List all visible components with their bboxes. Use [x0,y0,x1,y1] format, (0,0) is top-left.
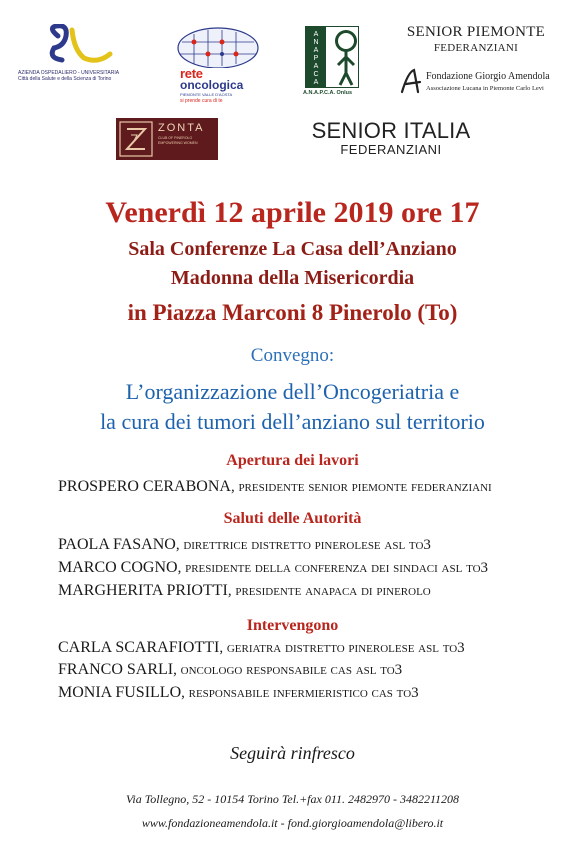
speaker-line [58,478,492,496]
convegno-title-line1: L’organizzazione dell’Oncogeriatria e [125,379,460,404]
amendola-monogram-icon [398,68,424,94]
fondazione-association: Associazione Lucana in Piemonte Carlo Levi [426,85,544,92]
speaker-line [58,639,465,657]
speaker-name: CARLA SCARAFIOTTI [58,639,220,656]
speaker-line [58,582,431,600]
event-date: Venerdì 12 aprile 2019 ore 17 [105,196,480,229]
rete-slogan: si prende cura di te [180,98,223,104]
anapaca-caption: A.N.A.P.C.A. Onlus [303,90,353,96]
speaker-name: PROSPERO CERABONA [58,478,231,495]
section-heading-saluti: Saluti delle Autorità [223,510,362,527]
speaker-name: MONIA FUSILLO [58,684,182,701]
rete-network-icon [174,26,262,68]
azienda-text: AZIENDA OSPEDALIERO - UNIVERSITARIA Città della Salute e della Scienza di Torino [18,70,119,82]
senior-italia-subtitle: FEDERANZIANI [340,142,442,157]
fondazione-name: Fondazione Giorgio Amendola [426,71,550,82]
fondazione-amendola-logo [398,66,568,96]
rete-oncologica-logo [174,26,262,106]
anapaca-letter: C [313,71,319,78]
event-venue-line1: Sala Conferenze La Casa dell’Anziano [128,238,457,260]
event-address: in Piazza Marconi 8 Pinerolo (To) [127,300,458,325]
footer-web: www.fondazioneamendola.it - fond.giorgioamendola@libero.it [141,816,444,830]
speaker-name: PAOLA FASANO [58,536,176,553]
zonta-logo [116,118,218,160]
section-heading-apertura: Apertura dei lavori [226,452,359,469]
speaker-line [58,684,419,702]
anapaca-letter: A [313,31,319,38]
senior-piemonte-subtitle: FEDERANZIANI [433,42,519,54]
speaker-line [58,559,488,577]
oncologica-word: oncologica [180,78,244,92]
anapaca-letter: N [313,39,319,46]
zonta-name: ZONTA [158,122,205,134]
senior-italia-logo [306,118,476,157]
zonta-emblem-icon [119,121,153,157]
speaker-role: , presidente senior piemonte federanziani [230,479,492,495]
anapaca-figure-icon [306,27,358,87]
azienda-ospedaliera-logo [18,24,128,84]
zonta-subtitle: CLUB OF PINEROLO EMPOWERING WOMEN [158,136,198,145]
event-venue-line2: Madonna della Misericordia [170,267,415,289]
convegno-label: Convegno: [250,345,335,366]
anapaca-letter: A [313,63,319,70]
speaker-role: , presidente anapaca di pinerolo [227,583,431,599]
senior-piemonte-logo [396,24,556,54]
speaker-line [58,661,402,679]
footer-address: Via Tollegno, 52 - 10154 Torino Tel.+fax 011. 2482970 - 3482211208 [125,792,460,806]
speaker-role: , presidente della conferenza dei sindaci asl to3 [177,560,489,576]
speaker-name: MARGHERITA PRIOTTI [58,582,228,599]
rete-word: rete [180,66,203,81]
senior-piemonte-title: SENIOR PIEMONTE [406,24,546,40]
anapaca-letter: P [313,55,319,62]
anapaca-logo [303,26,359,100]
rete-region: PIEMONTE VALLE D'AOSTA [180,92,233,97]
speaker-name: MARCO COGNO [58,559,178,576]
anapaca-letter: A [313,79,319,86]
speaker-role: , geriatra distretto pinerolese asl to3 [219,640,465,656]
closing-note: Seguirà rinfresco [230,743,355,763]
speaker-role: , oncologo responsabile cas asl to3 [173,662,403,678]
azienda-emblem-icon [18,24,128,70]
anapaca-emblem [305,26,359,88]
senior-italia-title: SENIOR ITALIA [311,118,471,143]
speaker-line [58,536,431,554]
section-heading-intervengono: Intervengono [246,617,339,634]
speaker-role: , direttrice distretto pinerolese asl to3 [175,537,431,553]
convegno-title-line2: la cura dei tumori dell’anziano sul territorio [100,409,485,434]
speaker-role: , responsabile infermieristico cas to3 [181,685,419,701]
speaker-name: FRANCO SARLI [58,661,174,678]
anapaca-letter: A [313,47,319,54]
